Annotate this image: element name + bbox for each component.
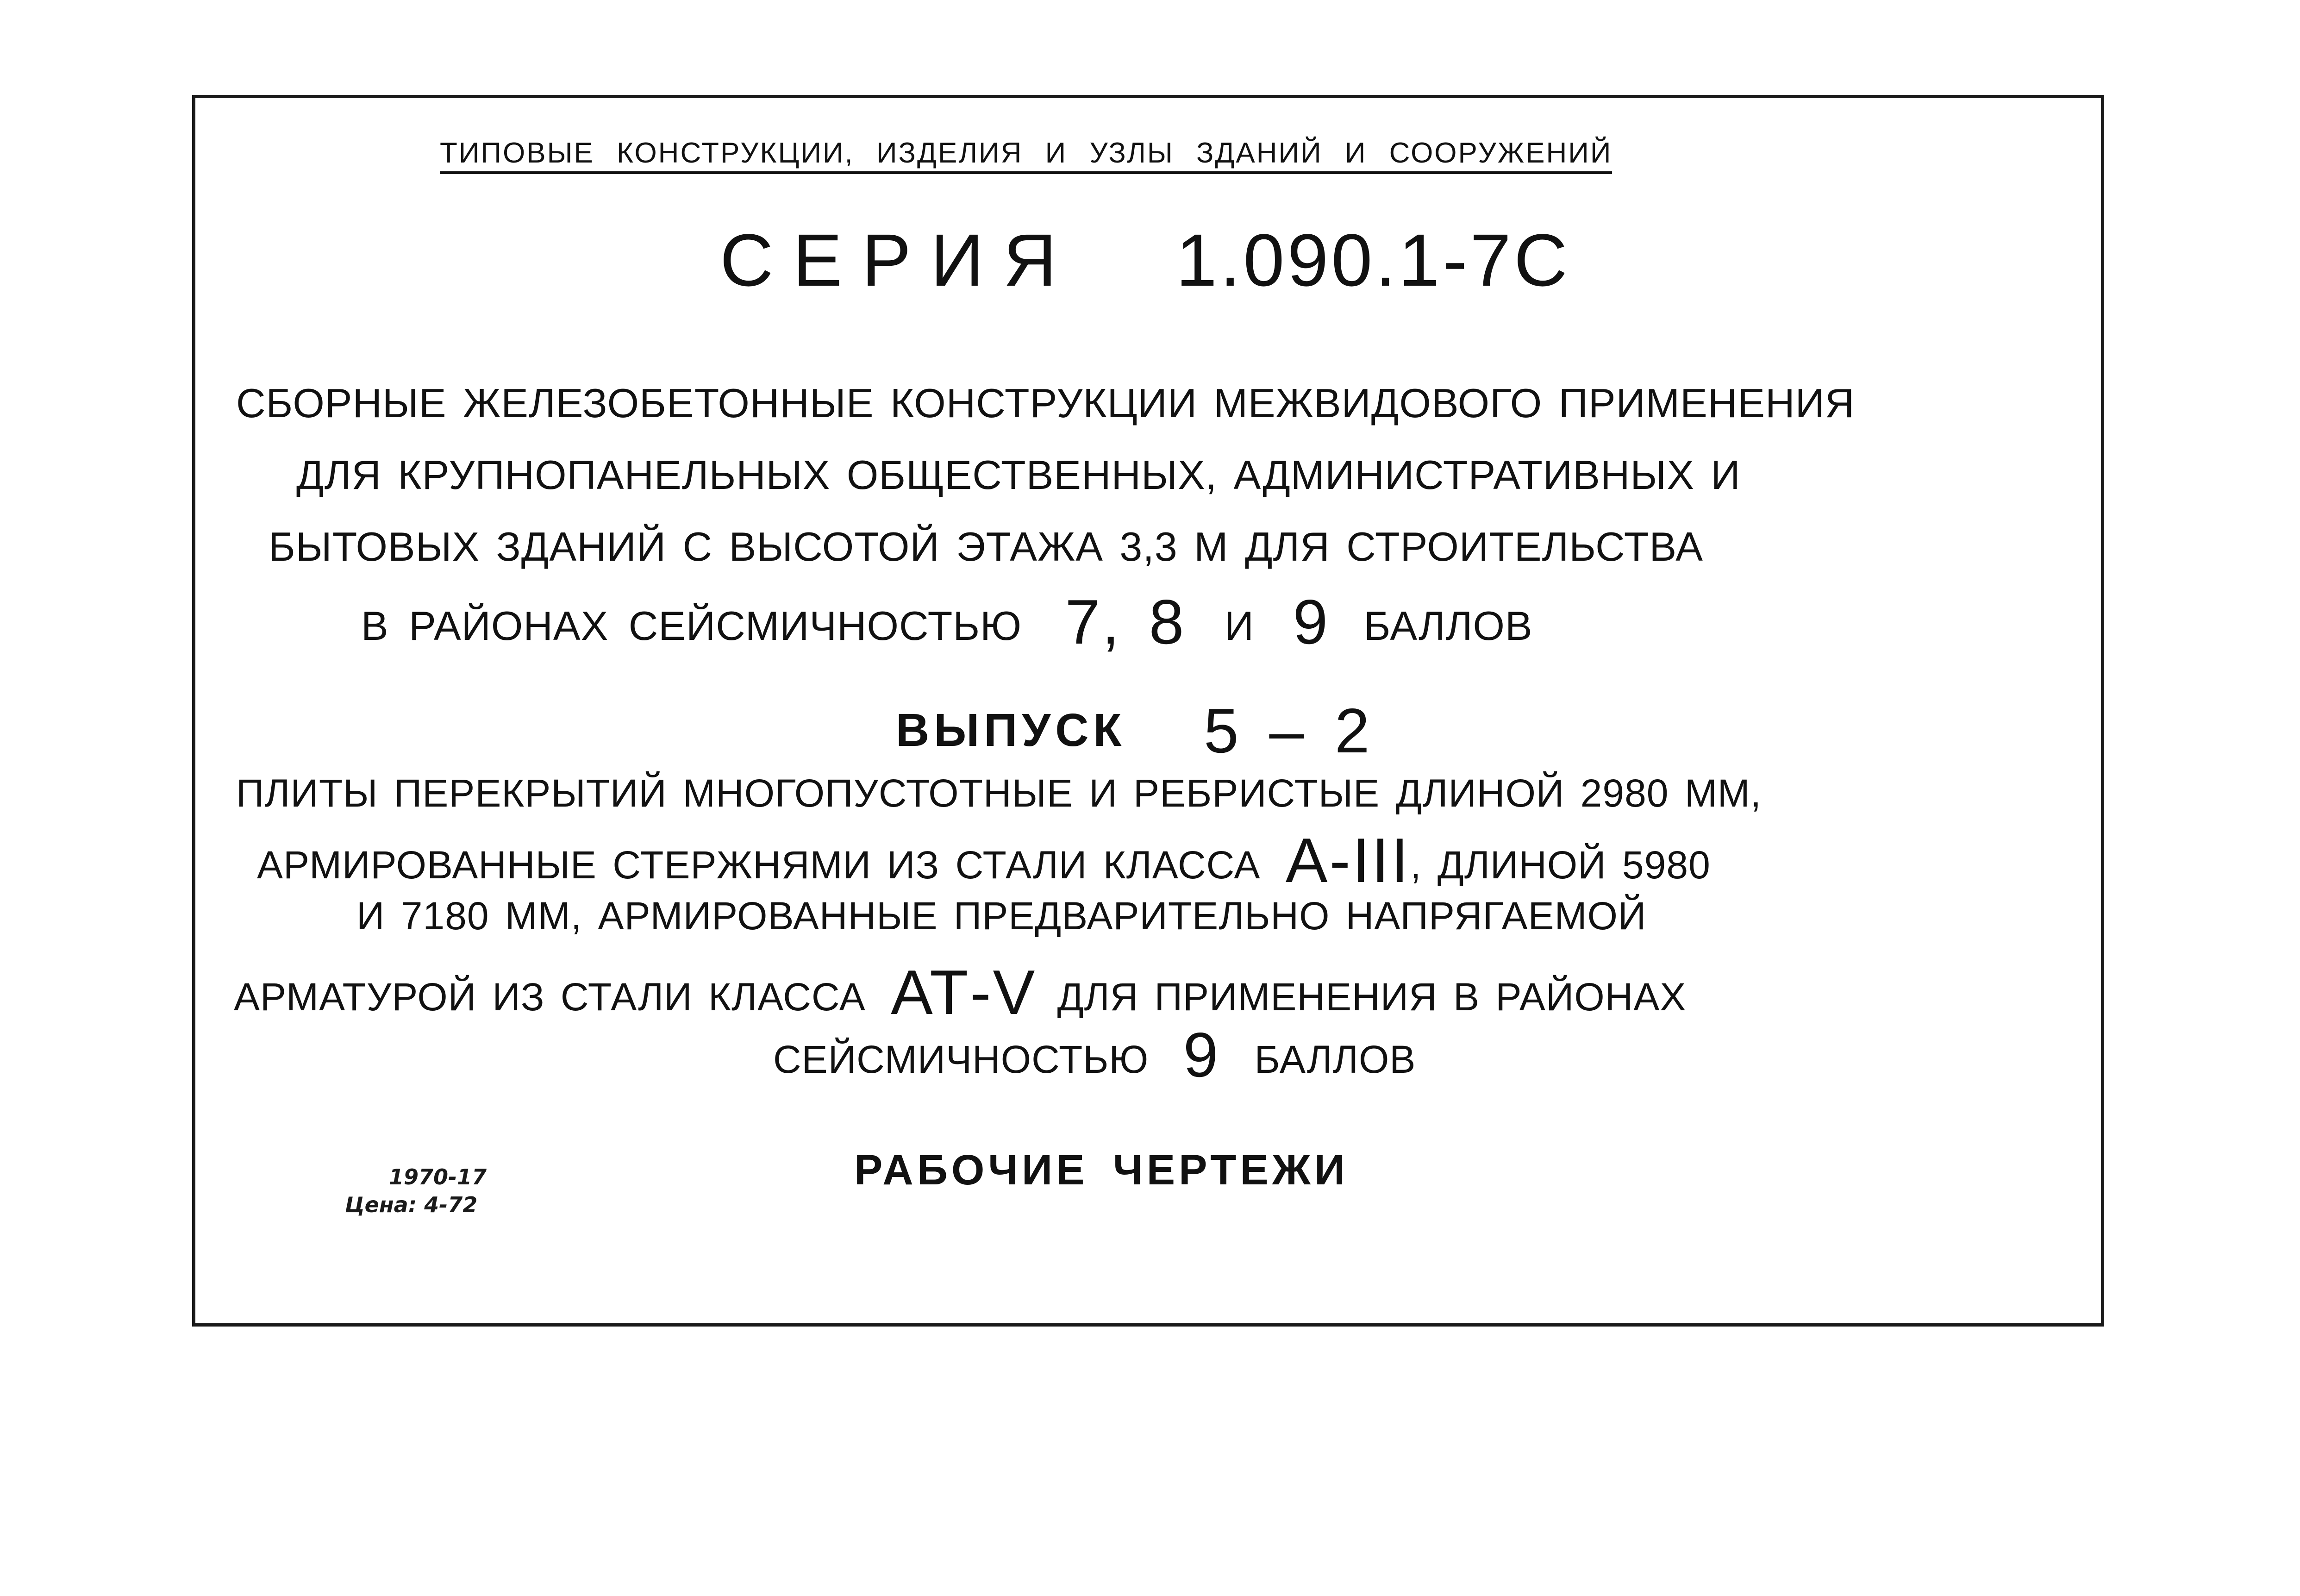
series-number: 1.090.1-7С [1176, 219, 1570, 301]
description-line-4-suffix: ДЛЯ ПРИМЕНЕНИЯ В РАЙОНАХ [1057, 975, 1687, 1019]
description-line-1: ПЛИТЫ ПЕРЕКРЫТИЙ МНОГОПУСТОТНЫЕ И РЕБРИСТЫЕ ДЛИНОЙ 2980 ММ, [236, 771, 1762, 815]
series-label: СЕРИЯ [720, 219, 1076, 301]
steel-class-atv: АТ-V [891, 957, 1037, 1027]
description-line-5-prefix: СЕЙСМИЧНОСТЬЮ [773, 1038, 1149, 1081]
description-line-4-prefix: АРМАТУРОЙ ИЗ СТАЛИ КЛАССА [234, 975, 866, 1019]
steel-class-a3: А-III [1285, 825, 1411, 895]
title-line-1: СБОРНЫЕ ЖЕЛЕЗОБЕТОННЫЕ КОНСТРУКЦИИ МЕЖВИДОВОГО ПРИМЕНЕНИЯ [236, 380, 1855, 426]
description-line-2-prefix: АРМИРОВАННЫЕ СТЕРЖНЯМИ ИЗ СТАЛИ КЛАССА [257, 843, 1261, 887]
title-line-4-and: И [1224, 603, 1255, 649]
description-line-3: И 7180 ММ, АРМИРОВАННЫЕ ПРЕДВАРИТЕЛЬНО НАПРЯГАЕМОЙ [356, 894, 1647, 938]
title-line-2: ДЛЯ КРУПНОПАНЕЛЬНЫХ ОБЩЕСТВЕННЫХ, АДМИНИСТРАТИВНЫХ И [296, 452, 1741, 498]
title-line-3: БЫТОВЫХ ЗДАНИЙ С ВЫСОТОЙ ЭТАЖА 3,3 М ДЛЯ СТРОИТЕЛЬСТВА [269, 524, 1703, 570]
title-line-4 [361, 587, 1533, 657]
collection-title: ТИПОВЫЕ КОНСТРУКЦИИ, ИЗДЕЛИЯ И УЗЛЫ ЗДАНИЙ И СООРУЖЕНИЙ [440, 137, 1612, 174]
description-line-2-suffix: , ДЛИНОЙ 5980 [1410, 843, 1711, 887]
working-drawings-label: РАБОЧИЕ ЧЕРТЕЖИ [854, 1146, 1349, 1194]
seismic-values: 7, 8 [1065, 587, 1186, 657]
description-line-4 [234, 957, 1687, 1027]
price-stamp: Цена: 4-72 [345, 1192, 478, 1217]
description-line-5-suffix: БАЛЛОВ [1254, 1038, 1416, 1081]
title-line-4-prefix: В РАЙОНАХ СЕЙСМИЧНОСТЬЮ [361, 603, 1022, 649]
title-line-4-suffix: БАЛЛОВ [1363, 603, 1533, 649]
issue-label: ВЫПУСК [896, 704, 1126, 756]
description-line-2 [257, 825, 1711, 895]
description-line-5 [773, 1020, 1416, 1090]
seismic-value-last: 9 [1293, 587, 1330, 657]
issue-number: 5 – 2 [1204, 695, 1376, 766]
title-frame [192, 95, 2104, 1327]
seismic-value-issue: 9 [1183, 1020, 1220, 1090]
catalog-code: 1970-17 [389, 1164, 487, 1189]
